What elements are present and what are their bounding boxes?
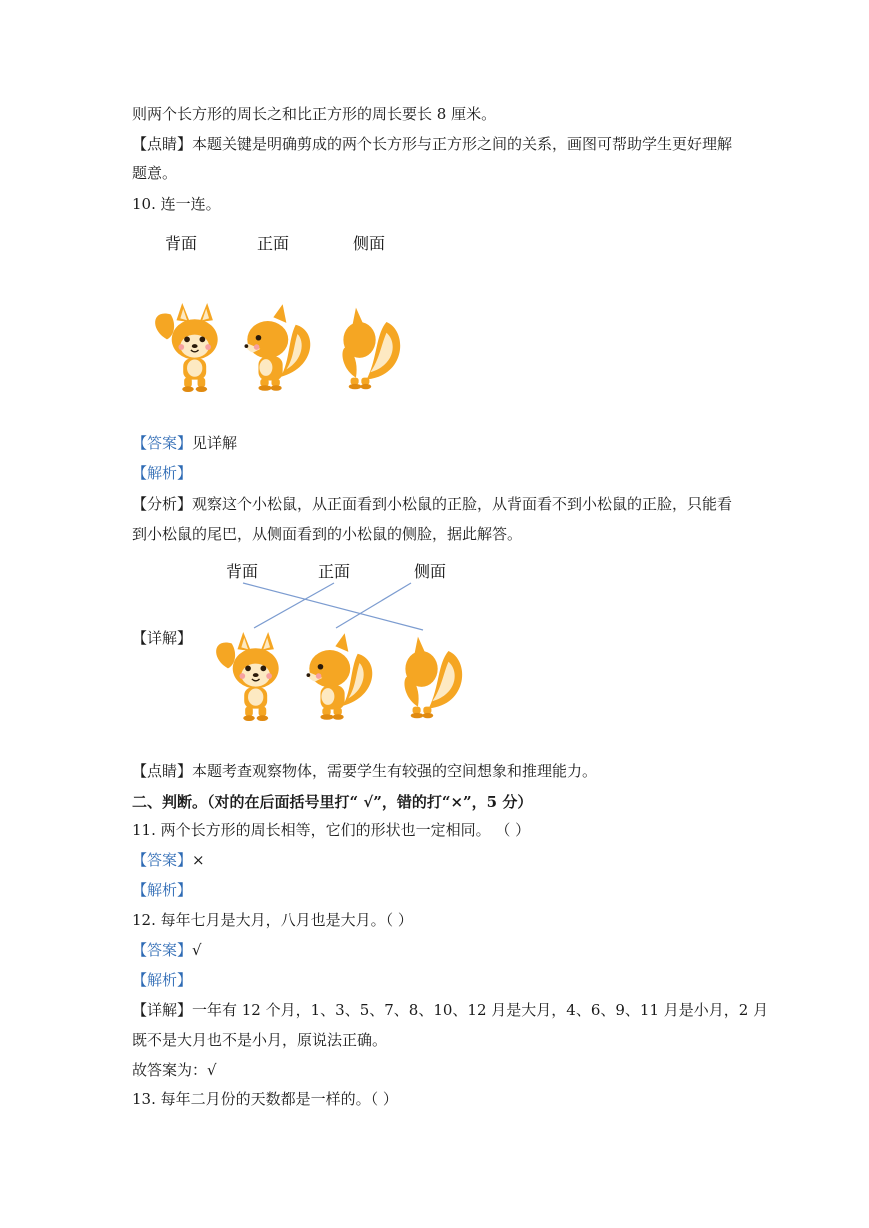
connector-front-to-front xyxy=(254,583,334,628)
continuation-text: 则两个长方形的周长之和比正方形的周长要长 8 厘米。 xyxy=(132,105,497,123)
answer-12 xyxy=(132,940,202,960)
section-2-heading: 二、判断。（对的在后面括号里打“ √”，错的打“×”，5 分） xyxy=(132,793,533,811)
squirrel-front-icon xyxy=(209,632,289,722)
label-front: 正面 xyxy=(318,562,351,581)
squirrel-side-icon xyxy=(300,632,380,722)
label-front: 正面 xyxy=(257,234,290,253)
detail-tag-10: 【详解】 xyxy=(132,629,193,647)
label-side: 侧面 xyxy=(353,234,386,253)
answer-tag: 【答案】 xyxy=(132,941,193,959)
answer-11 xyxy=(132,850,205,870)
question-10: 10. 连一连。 xyxy=(132,195,221,213)
dianjing-text-10: 【点睛】本题考查观察物体，需要学生有较强的空间想象和推理能力。 xyxy=(132,762,598,780)
question-12: 12. 每年七月是大月，八月也是大月。（ ） xyxy=(132,911,413,929)
analysis-tag-10: 【解析】 xyxy=(132,464,193,482)
connector-side-to-side xyxy=(336,583,411,628)
label-side: 侧面 xyxy=(414,562,447,581)
question-13: 13. 每年二月份的天数都是一样的。（ ） xyxy=(132,1090,398,1108)
fenxi-text-2: 到小松鼠的尾巴，从侧面看到的小松鼠的侧脸，据此解答。 xyxy=(132,525,523,543)
label-back: 背面 xyxy=(226,562,259,581)
dianjing-text-2: 题意。 xyxy=(132,164,178,182)
analysis-tag-12: 【解析】 xyxy=(132,971,193,989)
label-back: 背面 xyxy=(165,234,198,253)
analysis-tag-11: 【解析】 xyxy=(132,881,193,899)
answer-text: × xyxy=(192,851,205,869)
detail-text-12-1: 【详解】一年有 12 个月，1、3、5、7、8、10、12 月是大月，4、6、9、11 月是小月，2 月 xyxy=(132,1001,769,1019)
conclusion-12: 故答案为：√ xyxy=(132,1061,217,1079)
squirrel-back-icon xyxy=(400,632,470,722)
detail-text-12-2: 既不是大月也不是小月，原说法正确。 xyxy=(132,1031,388,1049)
answer-tag: 【答案】 xyxy=(132,434,193,452)
answer-text: √ xyxy=(192,941,202,959)
answer-tag: 【答案】 xyxy=(132,851,193,869)
answer-text: 见详解 xyxy=(192,434,238,452)
question-11: 11. 两个长方形的周长相等，它们的形状也一定相同。 （ ） xyxy=(132,821,531,839)
dianjing-text-1: 【点睛】本题关键是明确剪成的两个长方形与正方形之间的关系，画图可帮助学生更好理解 xyxy=(132,135,733,153)
fenxi-text-1: 【分析】观察这个小松鼠，从正面看到小松鼠的正脸，从背面看不到小松鼠的正脸，只能看 xyxy=(132,495,733,513)
connector-back-to-back xyxy=(243,583,423,630)
